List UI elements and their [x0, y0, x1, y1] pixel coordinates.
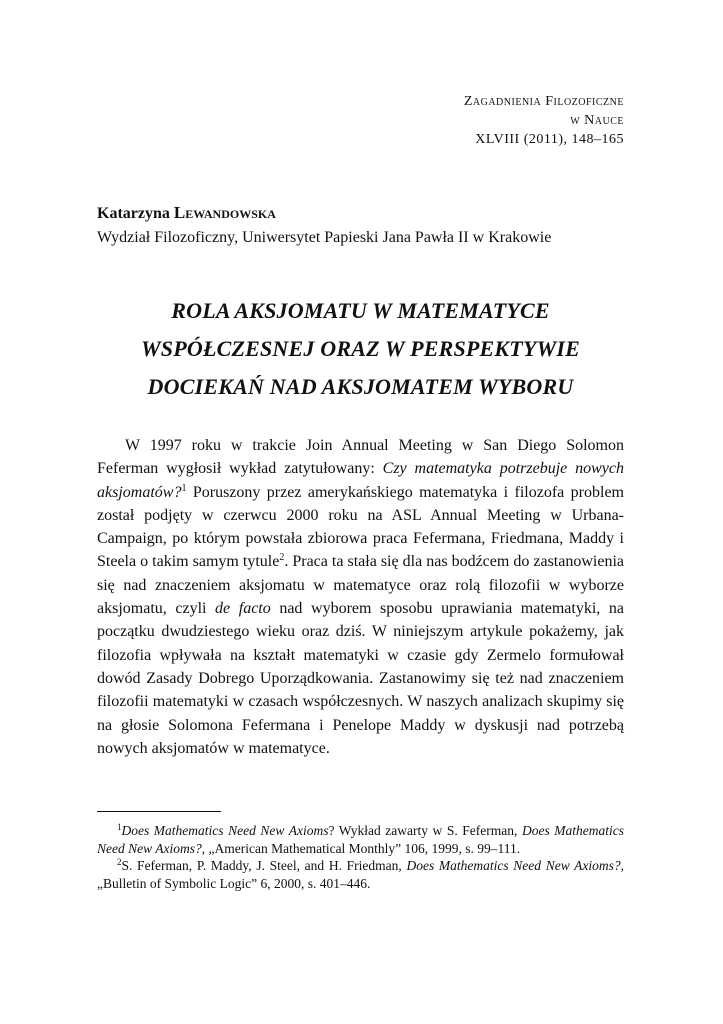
author-name	[97, 203, 276, 223]
footnotes	[97, 822, 624, 892]
paragraph-italic-title: Czy matematyka potrzebuje nowych aksjomatów?	[97, 460, 624, 501]
footnote-1	[97, 822, 624, 857]
journal-header	[464, 92, 624, 149]
article-title	[97, 292, 624, 406]
footnote-text: , „Bulletin of Symbolic Logic” 6, 2000, s. 401–446.	[97, 858, 625, 891]
journal-name: Zagadnienia Filozoficzne	[463, 94, 624, 109]
article-page	[97, 0, 624, 1024]
footnote-ref-2[interactable]: 2	[279, 552, 285, 564]
author-first-name: Katarzyna	[97, 205, 170, 222]
paragraph-text: . Praca ta stała się dla nas bodźcem do zastanowienia się nad znaczeniem aksjomatu w matematyce oraz rolą filozofii w wyborze aksjomatu, czyli	[97, 553, 625, 618]
footnote-2-mark: 2	[117, 857, 122, 867]
title-line-1: ROLA AKSJOMATU W MATEMATYCE	[171, 298, 550, 323]
title-line-2: WSPÓŁCZESNEJ ORAZ W PERSPEKTYWIE	[141, 336, 580, 361]
footnote-italic: Does Mathematics Need New Axioms?	[406, 858, 621, 873]
footnote-italic: Does Mathematics Need New Axioms	[121, 823, 329, 838]
footnote-italic: Does Mathematics Need New Axioms?	[97, 823, 624, 856]
author-surname: Lewandowska	[173, 203, 276, 222]
author-affiliation: Wydział Filozoficzny, Uniwersytet Papieski Jana Pawła II w Krakowie	[97, 229, 552, 246]
footnote-text: ? Wykład zawarty w S. Feferman,	[328, 823, 522, 838]
body-paragraph	[97, 434, 624, 760]
footnote-ref-1[interactable]: 1	[181, 482, 187, 494]
paragraph-text: nad wyborem sposobu uprawiania matematyki, na początku dwudziestego wieku oraz dziś. W niniejszym artykule pokażemy, jak filozofia wpływała na kształt matematyki w czasie gdy Zermelo formułował dowód Zasady Dobrego Uporządkowania. Zastanowimy się też nad znaczeniem filozofii matematyki w czasach współczesnych. W naszych analizach skupimy się na głosie Solomona Fefermana i Penelope Maddy w dyskusji nad potrzebą nowych aksjomatów w matematyce.	[97, 600, 624, 757]
title-line-3: DOCIEKAŃ NAD AKSJOMATEM WYBORU	[147, 374, 574, 399]
footnote-text: S. Feferman, P. Maddy, J. Steel, and H. Friedman,	[121, 858, 407, 873]
journal-volume: XLVIII (2011), 148–165	[475, 132, 624, 147]
footnote-text: , „American Mathematical Monthly” 106, 1999, s. 99–111.	[201, 840, 521, 856]
paragraph-text: W 1997 roku w trakcie Join Annual Meeting w San Diego Solomon Feferman wygłosił wykład zatytułowany:	[97, 437, 624, 478]
footnote-divider	[97, 811, 221, 812]
journal-name-cont: w Nauce	[570, 113, 624, 128]
paragraph-italic-phrase: de facto	[215, 600, 271, 618]
paragraph-text: Poruszony przez amerykańskiego matematyka i filozofa problem został podjęty w czerwcu 2000 roku na ASL Annual Meeting w Urbana-Campaign, po którym powstała zbiorowa praca Fefermana, Friedmana, Maddy i Steela o takim samym tytule	[97, 483, 624, 571]
footnote-2	[97, 857, 624, 892]
footnote-1-mark: 1	[117, 822, 122, 832]
